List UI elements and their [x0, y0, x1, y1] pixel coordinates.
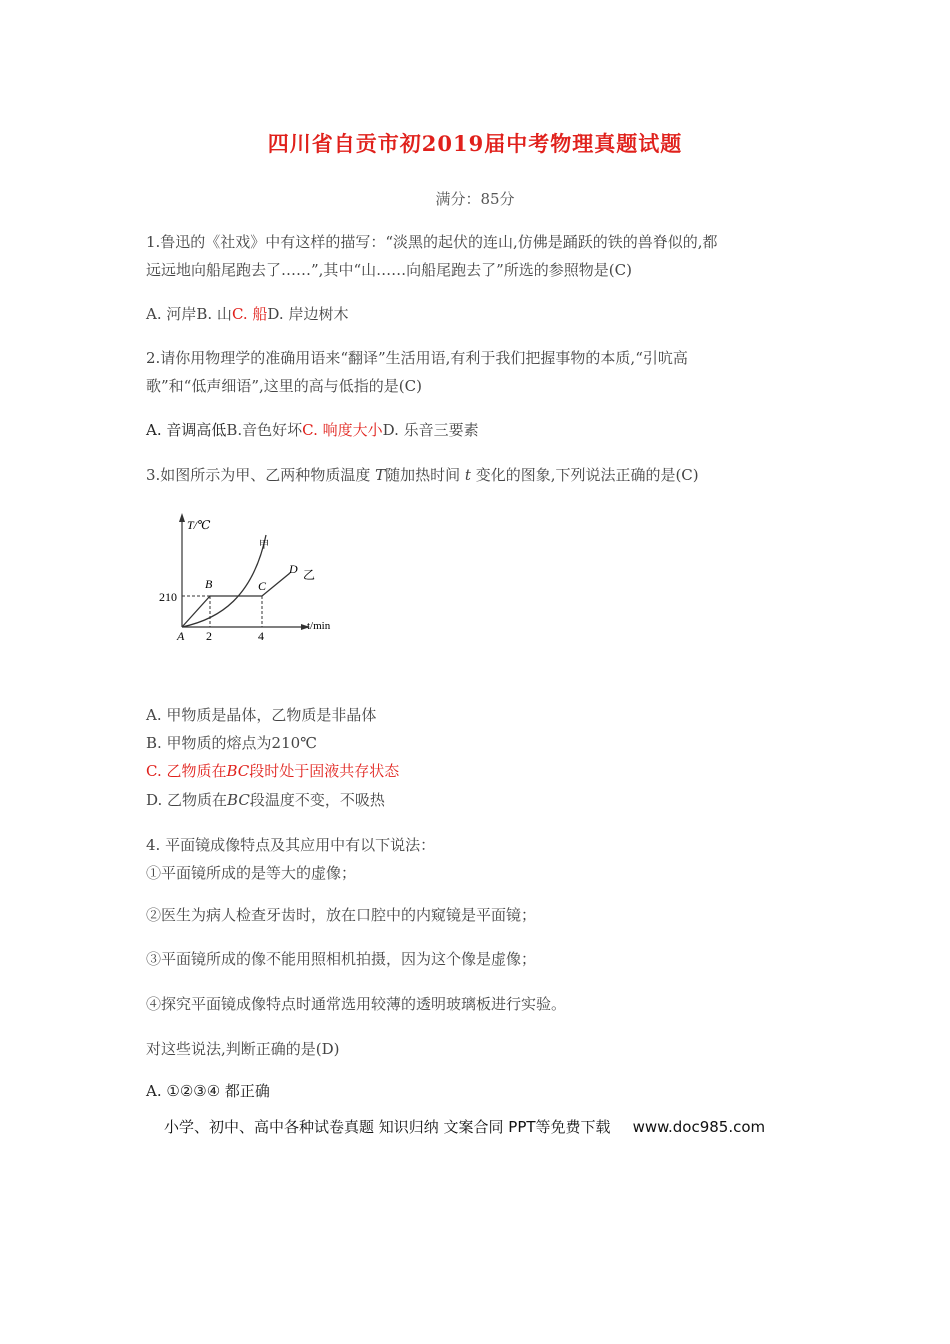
- q3-stem-part: 3.如图所示为甲、乙两种物质温度: [146, 466, 376, 484]
- q4-statement-1: ①平面镜所成的是等大的虚像；: [146, 864, 357, 882]
- q4-statement-2: ②医生为病人检查牙齿时，放在口腔中的内窥镜是平面镜；: [146, 906, 537, 924]
- q3-option-a: A. 甲物质是晶体，乙物质是非晶体: [146, 706, 377, 724]
- q1-option-c: C. 船: [231, 305, 268, 323]
- q3-option-c: [146, 760, 399, 782]
- y-axis-label: T/℃: [187, 518, 211, 532]
- y-axis-arrow: [179, 513, 185, 522]
- q3-option-d-part: D. 乙物质在: [146, 791, 228, 809]
- q3-option-c-part: 段时处于固液共存状态: [249, 762, 400, 780]
- page-title: 四川省自贡市初2019届中考物理真题试题: [267, 131, 683, 156]
- curve-jia-label: 甲: [259, 540, 269, 551]
- q3-stem-t: t: [464, 466, 471, 484]
- q3-stem-part: 随加热时间: [385, 466, 465, 484]
- q2-stem-line2: 歌”和“低声细语”,这里的高与低指的是(C): [146, 377, 422, 395]
- footer: [164, 1116, 765, 1137]
- point-b-label: B: [205, 577, 213, 591]
- q2-option-d: D. 乐音三要素: [382, 421, 479, 439]
- q3-stem-part: 变化的图象,下列说法正确的是(C): [470, 466, 699, 484]
- temperature-time-graph: [150, 505, 350, 655]
- q3-option-d: [146, 789, 385, 811]
- full-score: 满分：85分: [435, 190, 515, 208]
- q3-option-d-bc: BC: [227, 791, 250, 809]
- point-d-label: D: [289, 562, 298, 576]
- q2-option-b: B.音色好坏: [226, 421, 303, 439]
- q3-stem: [146, 464, 699, 486]
- footer-url[interactable]: www.doc985.com: [632, 1118, 766, 1136]
- point-a-label: A: [177, 629, 185, 643]
- x-tick-2: 2: [206, 629, 212, 643]
- q3-option-c-part: C. 乙物质在: [146, 762, 227, 780]
- q1-option-d: D. 岸边树木: [267, 305, 349, 323]
- q4-stem: 4. 平面镜成像特点及其应用中有以下说法：: [146, 836, 436, 854]
- x-axis-label: t/min: [307, 620, 331, 632]
- q2-option-a: A. 音调高低: [146, 421, 227, 439]
- curve-yi-label: 乙: [303, 568, 316, 582]
- q3-option-d-part: 段温度不变，不吸热: [249, 791, 385, 809]
- q1-option-ab: A. 河岸B. 山: [146, 305, 232, 323]
- q2-stem-line1: 2.请你用物理学的准确用语来“翻译”生活用语,有利于我们把握事物的本质,“引吭高: [146, 349, 688, 367]
- q4-option-a: A. ①②③④ 都正确: [146, 1082, 270, 1100]
- q2-options: [146, 419, 479, 441]
- q3-option-c-bc: BC: [226, 762, 250, 780]
- q4-statement-3: ③平面镜所成的像不能用照相机拍摄，因为这个像是虚像；: [146, 950, 537, 968]
- x-tick-4: 4: [258, 629, 264, 643]
- q4-statement-4: ④探究平面镜成像特点时通常选用较薄的透明玻璃板进行实验。: [146, 995, 567, 1013]
- q4-judge: 对这些说法,判断正确的是(D): [146, 1040, 340, 1058]
- q3-option-b: B. 甲物质的熔点为210℃: [146, 734, 317, 752]
- q1-stem-line2: 远远地向船尾跑去了……”,其中“山……向船尾跑去了”所选的参照物是(C): [146, 261, 632, 279]
- q2-option-c: C. 响度大小: [302, 421, 383, 439]
- q3-stem-T: T: [375, 466, 386, 484]
- q1-stem-line1: 1.鲁迅的《社戏》中有这样的描写：“淡黑的起伏的连山,仿佛是踊跃的铁的兽脊似的,都: [146, 233, 718, 251]
- q1-options: [146, 303, 348, 325]
- footer-text: 小学、初中、高中各种试卷真题 知识归纳 文案合同 PPT等免费下载: [164, 1118, 611, 1136]
- y-tick-210: 210: [159, 590, 177, 604]
- point-c-label: C: [258, 579, 267, 593]
- curve-yi: [182, 573, 290, 627]
